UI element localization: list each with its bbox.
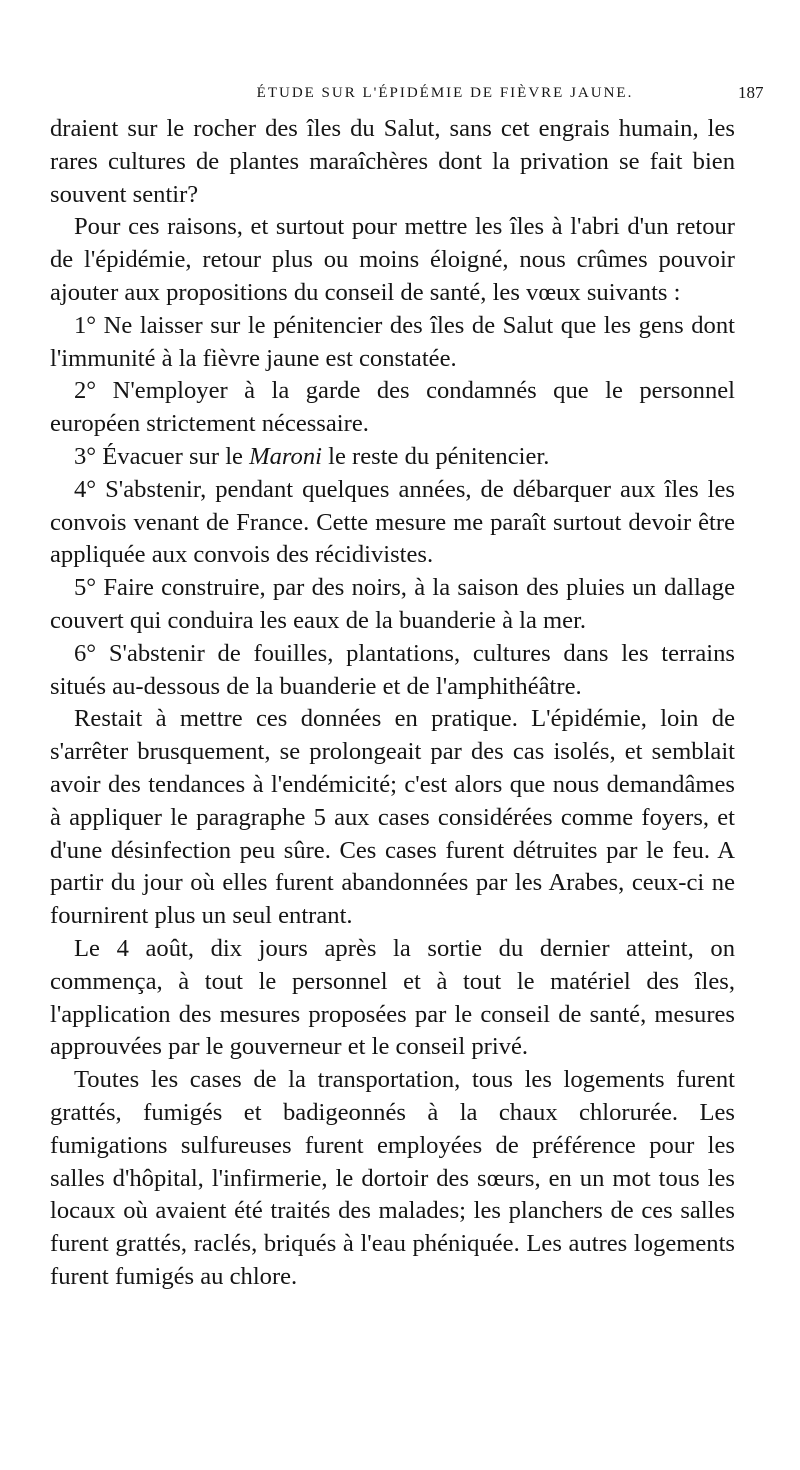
list-item-1: 1° Ne laisser sur le pénitencier des îles de Salut que les gens dont l'immunité à la fièvre jaune est constatée. xyxy=(50,311,735,372)
paragraph-august: Le 4 août, dix jours après la sortie du dernier atteint, on commença, à tout le personnel et à tout le matériel des îles, l'application des mesures proposées par le conseil de santé, mesures approuvées par le gouverneur et le conseil privé. xyxy=(50,934,735,1061)
maroni-italic: Maroni xyxy=(249,442,322,470)
paragraph-disinfection: Toutes les cases de la transportation, tous les logements furent grattés, fumigés et badigeonnés à la chaux chlorurée. Les fumigations sulfureuses furent employées de préférence pour les salles d'hôpital, l'infirmerie, le dortoir des sœurs, en un mot tous les locaux où avaient été traités des malades; les planchers de ces salles furent grattés, raclés, briqués à l'eau phéniquée. Les autres logements furent fumigés au chlore. xyxy=(50,1066,735,1290)
paragraph-practice: Restait à mettre ces données en pratique. L'épidémie, loin de s'arrêter brusquement, se prolongeait par des cas isolés, et semblait avoir des tendances à l'endémicité; c'est alors que nous demandâmes à appliquer le paragraphe 5 aux cases considérées comme foyers, et d'une désinfection peu sûre. Ces cases furent détruites par le feu. A partir du jour où elles furent abandonnées par les Arabes, ceux-ci ne fournirent plus un seul entrant. xyxy=(50,705,735,930)
paragraph-continuation: draient sur le rocher des îles du Salut, sans cet engrais humain, les rares cultures de plantes maraîchères dont la privation se fait bien souvent sentir? xyxy=(50,115,735,208)
list-item-3-end: le reste du pénitencier. xyxy=(321,442,550,470)
running-head: ÉTUDE SUR L'ÉPIDÉMIE DE FIÈVRE JAUNE. xyxy=(256,85,634,101)
list-item-3 xyxy=(50,441,735,474)
list-item-4: 4° S'abstenir, pendant quelques années, de débarquer aux îles les convois venant de France. Cette mesure me paraît surtout devoir être appliquée aux convois des récidivistes. xyxy=(50,475,735,569)
list-item-2: 2° N'employer à la garde des condamnés que le personnel européen strictement nécessaire. xyxy=(50,377,735,438)
list-item-3-start: 3° Évacuer sur le xyxy=(74,442,250,470)
list-item-6: 6° S'abstenir de fouilles, plantations, cultures dans les terrains situés au-dessous de la buanderie et de l'amphithéâtre. xyxy=(50,639,735,700)
paragraph-reasons: Pour ces raisons, et surtout pour mettre les îles à l'abri d'un retour de l'épidémie, retour plus ou moins éloigné, nous crûmes pouvoir ajouter aux propositions du conseil de santé, les vœux suivants : xyxy=(50,213,735,306)
page-number: 187 xyxy=(738,83,764,102)
body-text xyxy=(50,113,735,1294)
list-item-5: 5° Faire construire, par des noirs, à la saison des pluies un dallage couvert qui conduira les eaux de la buanderie à la mer. xyxy=(50,574,735,634)
